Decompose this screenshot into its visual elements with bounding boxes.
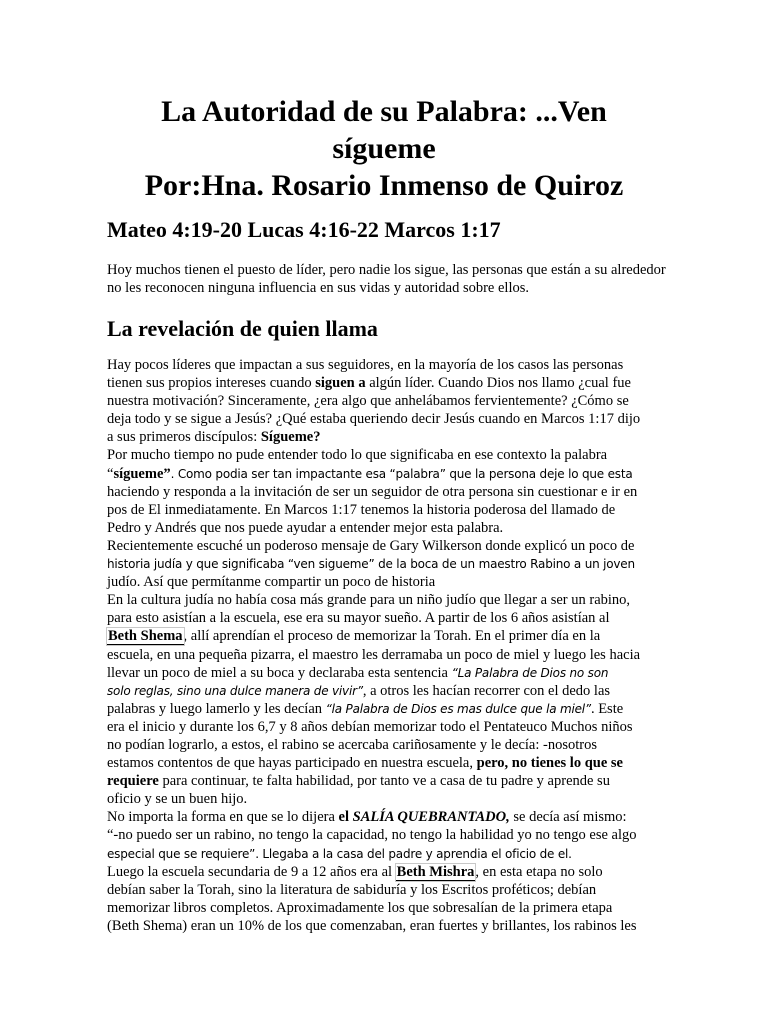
intro-paragraph: Hoy muchos tienen el puesto de líder, pero nadie los sigue, las personas que están a su alrededor no les reconocen ninguna influencia en sus vidas y autoridad sobre ellos. xyxy=(107,262,666,296)
body-line xyxy=(107,428,667,446)
body-line xyxy=(107,392,667,410)
text-run: para continuar, te falta habilidad, por tanto ve a casa de tu padre y aprende su xyxy=(158,773,610,790)
body-line xyxy=(107,591,667,609)
text-run: Recientemente escuché un poderoso mensaje de Gary Wilkerson donde explicó un poco de xyxy=(107,537,635,554)
text-run: historia judía y que significaba “ven sigueme” de la boca de un maestro Rabino a un joven xyxy=(107,557,635,572)
body-line xyxy=(107,374,667,392)
body-line xyxy=(107,826,667,844)
body-line xyxy=(107,754,667,772)
body-line xyxy=(107,410,667,428)
body-line xyxy=(107,573,667,591)
body-line xyxy=(107,501,667,519)
emphasis-text: siguen a xyxy=(315,375,366,392)
body-line xyxy=(107,356,667,374)
body-line xyxy=(107,682,667,700)
text-run: palabras y luego lamerlo y les decían xyxy=(107,700,326,717)
text-run: nuestra motivación? Sinceramente, ¿era algo que anhelábamos fervientemente? ¿Cómo se xyxy=(107,393,629,410)
text-run: , en esta etapa no solo xyxy=(475,863,603,880)
text-run: . Llegaba a la casa del padre y aprendia el oficio de el. xyxy=(255,846,572,861)
body-line xyxy=(107,664,667,682)
emphasis-text: el xyxy=(338,809,353,826)
body-line xyxy=(107,555,667,573)
text-run: Por mucho tiempo no pude entender todo lo que significaba en ese contexto la palabra xyxy=(107,447,608,464)
emphasis-text: pero, no tienes lo que se xyxy=(476,755,623,772)
beth-shema-term: Beth Shema xyxy=(108,628,183,645)
text-run: , a otros les hacían recorrer con el dedo las xyxy=(362,682,611,699)
body-line xyxy=(107,627,667,645)
text-run: debían saber la Torah, sino la literatura de sabiduría y los Escritos proféticos; debían xyxy=(107,881,597,898)
text-run: Luego la escuela secundaria de 9 a 12 años era al xyxy=(107,863,396,880)
scripture-references: Mateo 4:19-20 Lucas 4:16-22 Marcos 1:17 xyxy=(107,217,501,242)
body-line xyxy=(107,845,667,863)
body-line xyxy=(107,718,667,736)
text-run: especial que se requiere” xyxy=(107,846,256,861)
text-run: En la cultura judía no había cosa más grande para un niño judío que llegar a ser un rabino, xyxy=(107,592,631,609)
section-heading: La revelación de quien llama xyxy=(107,316,378,341)
text-run: llevar un poco de miel a su boca y declaraba esta sentencia xyxy=(107,664,452,681)
beth-mishra-term: Beth Mishra xyxy=(396,863,475,880)
body-line xyxy=(107,609,667,627)
body-line xyxy=(107,646,667,664)
text-run: (Beth Shema) eran un 10% de los que comenzaban, eran fuertes y brillantes, los rabinos les xyxy=(107,917,637,934)
text-run: No importa la forma en que se lo dijera xyxy=(107,809,339,826)
body-line xyxy=(107,446,667,464)
text-run: . Como podia ser tan impactante esa “palabra” que la persona deje lo que esta xyxy=(170,466,633,481)
emphasis-text: Sígueme? xyxy=(260,429,321,446)
text-run: algún líder. Cuando Dios nos llamo ¿cual fue xyxy=(365,375,631,392)
text-run: . Este xyxy=(590,700,624,717)
body-line xyxy=(107,808,667,826)
text-run: haciendo y responda a la invitación de ser un seguidor de otra persona sin cuestionar e ir en xyxy=(107,483,638,500)
text-run: “ xyxy=(107,465,114,482)
body-line xyxy=(107,899,667,917)
text-run: estamos contentos de que hayas participado en nuestra escuela, xyxy=(107,755,477,772)
emphasis-text: requiere xyxy=(107,773,159,790)
body-line xyxy=(107,790,667,808)
body-line xyxy=(107,772,667,790)
text-run: escuela, en una pequeña pizarra, el maestro les derramaba un poco de miel y luego les hacia xyxy=(107,646,641,663)
body-line xyxy=(107,483,667,501)
body-line xyxy=(107,881,667,899)
body-line xyxy=(107,863,667,881)
text-run: no podían lograrlo, a estos, el rabino se acercaba cariñosamente y le decía: -nosotros xyxy=(107,736,597,753)
body-line xyxy=(107,736,667,754)
text-run: “-no puedo ser un rabino, no tengo la capacidad, no tengo la habilidad yo no tengo ese algo xyxy=(107,827,637,844)
emphasis-text: sígueme” xyxy=(113,465,171,482)
quote-text: “la Palabra de Dios es mas dulce que la miel” xyxy=(325,701,591,716)
document-title xyxy=(100,93,668,204)
text-run: para esto asistían a la escuela, ese era su mayor sueño. A partir de los 6 años asistían al xyxy=(107,610,610,627)
text-run: memorizar libros completos. Aproximadamente los que sobresalían de la primera etapa xyxy=(107,899,613,916)
text-run: deja todo y se sigue a Jesús? ¿Qué estaba queriendo decir Jesús cuando en Marcos 1:17 dijo xyxy=(107,411,641,428)
text-run: era el inicio y durante los 6,7 y 8 años debían memorizar todo el Pentateuco Muchos niños xyxy=(107,718,633,735)
text-run: se decía así mismo: xyxy=(509,809,627,826)
text-run: Pedro y Andrés que nos puede ayudar a entender mejor esta palabra. xyxy=(107,519,504,536)
quote-text: “La Palabra de Dios no son xyxy=(451,665,609,680)
emphasis-text: SALÍA QUEBRANTADO, xyxy=(352,809,510,826)
body-line xyxy=(107,519,667,537)
body-text xyxy=(107,356,667,935)
text-run: tienen sus propios intereses cuando xyxy=(107,375,316,392)
text-run: a sus primeros discípulos: xyxy=(107,429,261,446)
text-run: pos de El inmediatamente. En Marcos 1:17 tenemos la historia poderosa del llamado de xyxy=(107,501,616,518)
text-run: oficio y se un buen hijo. xyxy=(107,791,248,808)
title-line-2: sígueme xyxy=(332,132,436,165)
body-line xyxy=(107,465,667,483)
body-line xyxy=(107,700,667,718)
title-line-1: La Autoridad de su Palabra: ...Ven xyxy=(161,95,607,128)
text-run: judío. Así que permítanme compartir un poco de historia xyxy=(107,574,436,591)
quote-text: solo reglas, sino una dulce manera de vivir” xyxy=(107,683,363,698)
text-run: , allí aprendían el proceso de memorizar la Torah. En el primer día en la xyxy=(183,628,601,645)
body-line xyxy=(107,537,667,555)
text-run: Hay pocos líderes que impactan a sus seguidores, en la mayoría de los casos las personas xyxy=(107,357,624,373)
title-author-line: Por:Hna. Rosario Inmenso de Quiroz xyxy=(144,169,624,202)
body-line xyxy=(107,917,667,935)
